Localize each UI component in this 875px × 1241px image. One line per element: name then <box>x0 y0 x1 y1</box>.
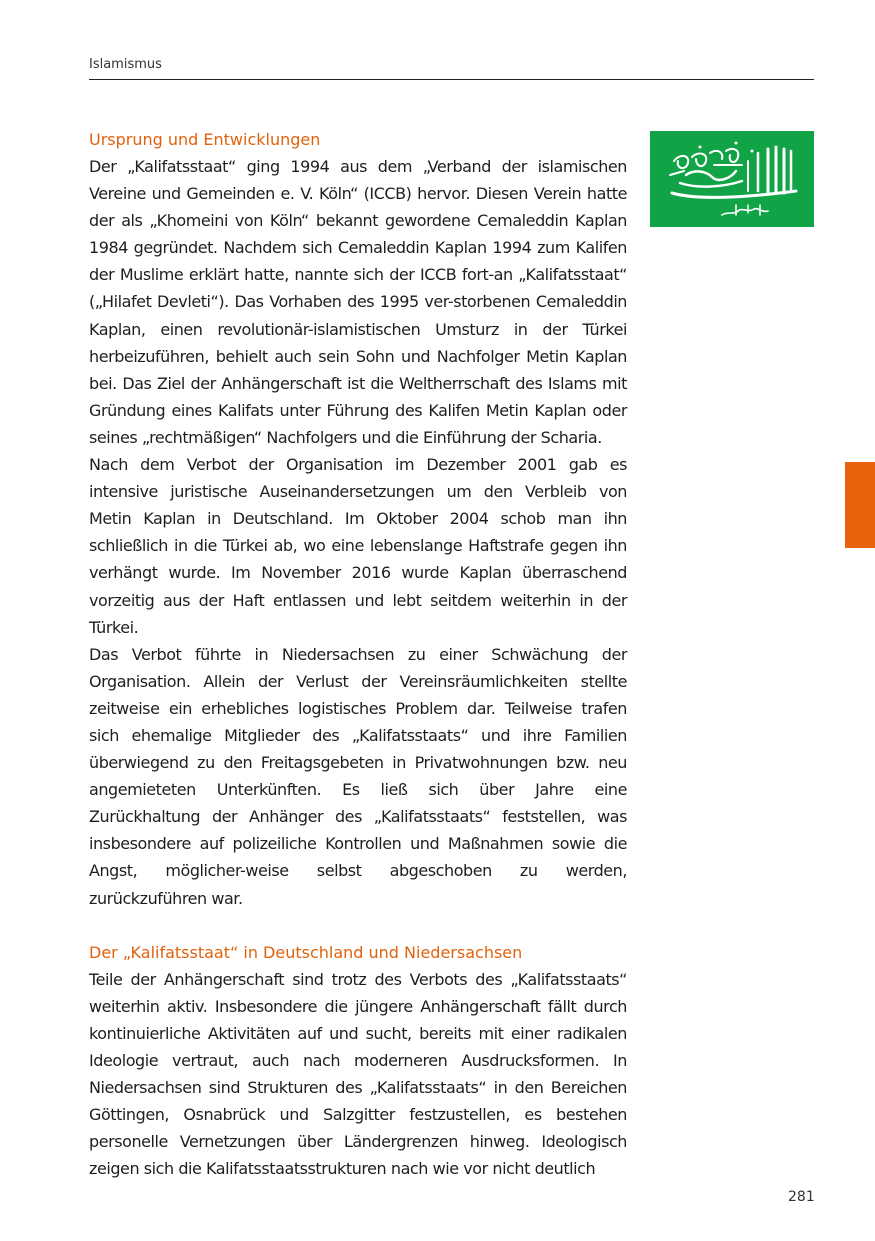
section-heading-origin: Ursprung und Entwicklungen <box>89 130 321 149</box>
section-heading-germany: Der „Kalifatsstaat“ in Deutschland und Niedersachsen <box>89 942 523 962</box>
paragraph: Das Verbot führte in Niedersachsen zu einer Schwächung der Organisation. Allein der Verlust der Vereinsräumlichkeiten stellte zeitweise ein erhebliches logistisches Problem dar. Teilweise trafen sich ehemalige Mitglieder des „Kalifatsstaats“ und ihre Familien überwiegend zu den Freitagsgebeten in Privatwohnungen bzw. neu angemieteten Unterkünften. Es ließ sich über Jahre eine Zurückhaltung der Anhänger des „Kalifatsstaats“ feststellen, was insbesondere auf polizeiliche Kontrollen und Maßnahmen sowie die Angst, möglicher-weise selbst abgeschoben zu werden, zurückzuführen war. <box>89 644 627 908</box>
main-text <box>89 126 627 1182</box>
page-number: 281 <box>788 1189 815 1205</box>
paragraph: Teile der Anhängerschaft sind trotz des Verbots des „Kalifatsstaats“ weiterhin aktiv. Insbesondere die jüngere Anhängerschaft fällt durch kontinuierliche Aktivitäten auf und sucht, bereits mit einer radikalen Ideologie vertraut, auch nach moderneren Ausdrucksformen. In Niedersachsen sind Strukturen des „Kalifatsstaats“ in den Bereichen Göttingen, Osnabrück und Salzgitter festzustellen, es bestehen personelle Vernetzungen über Ländergrenzen hinweg. Ideologisch zeigen sich die Kalifatsstaatsstrukturen nach wie vor nicht deutlich <box>89 969 627 1179</box>
paragraph: Nach dem Verbot der Organisation im Dezember 2001 gab es intensive juristische Auseinandersetzungen um den Verbleib von Metin Kaplan in Deutschland. Im Oktober 2004 schob man ihn schließlich in die Türkei ab, wo eine lebenslange Haftstrafe gegen ihn verhängt wurde. Im November 2016 wurde Kaplan überraschend vorzeitig aus der Haft entlassen und lebt seitdem weiterhin in der Türkei. <box>89 455 627 637</box>
paragraph: Der „Kalifatsstaat“ ging 1994 aus dem „Verband der islamischen Vereine und Gemeinden e. V. Köln“ (ICCB) hervor. Diesen Verein hatte der als „Khomeini von Köln“ bekannt gewordene Cemaleddin Kaplan 1984 gegründet. Nachdem sich Cemaleddin Kaplan 1994 zum Kalifen der Muslime erklärt hatte, nannte sich der ICCB fort-an „Kalifatsstaat“ („Hilafet Devleti“). Das Vorhaben des 1995 ver-storbenen Cemaleddin Kaplan, einen revolutionär-islamistischen Umsturz in der Türkei herbeizuführen, behielt auch sein Sohn und Nachfolger Metin Kaplan bei. Das Ziel der Anhängerschaft ist die Weltherrschaft des Islams mit Gründung eines Kalifats unter Führung des Kalifen Metin Kaplan oder seines „rechtmäßigen“ Nachfolgers und die Einführung der Scharia. <box>89 157 627 447</box>
flag-calligraphy-icon <box>650 131 814 227</box>
kalifatsstaat-flag-icon <box>650 131 814 227</box>
header-rule <box>89 79 814 80</box>
chapter-tab-marker <box>845 462 875 548</box>
running-title: Islamismus <box>89 57 162 72</box>
